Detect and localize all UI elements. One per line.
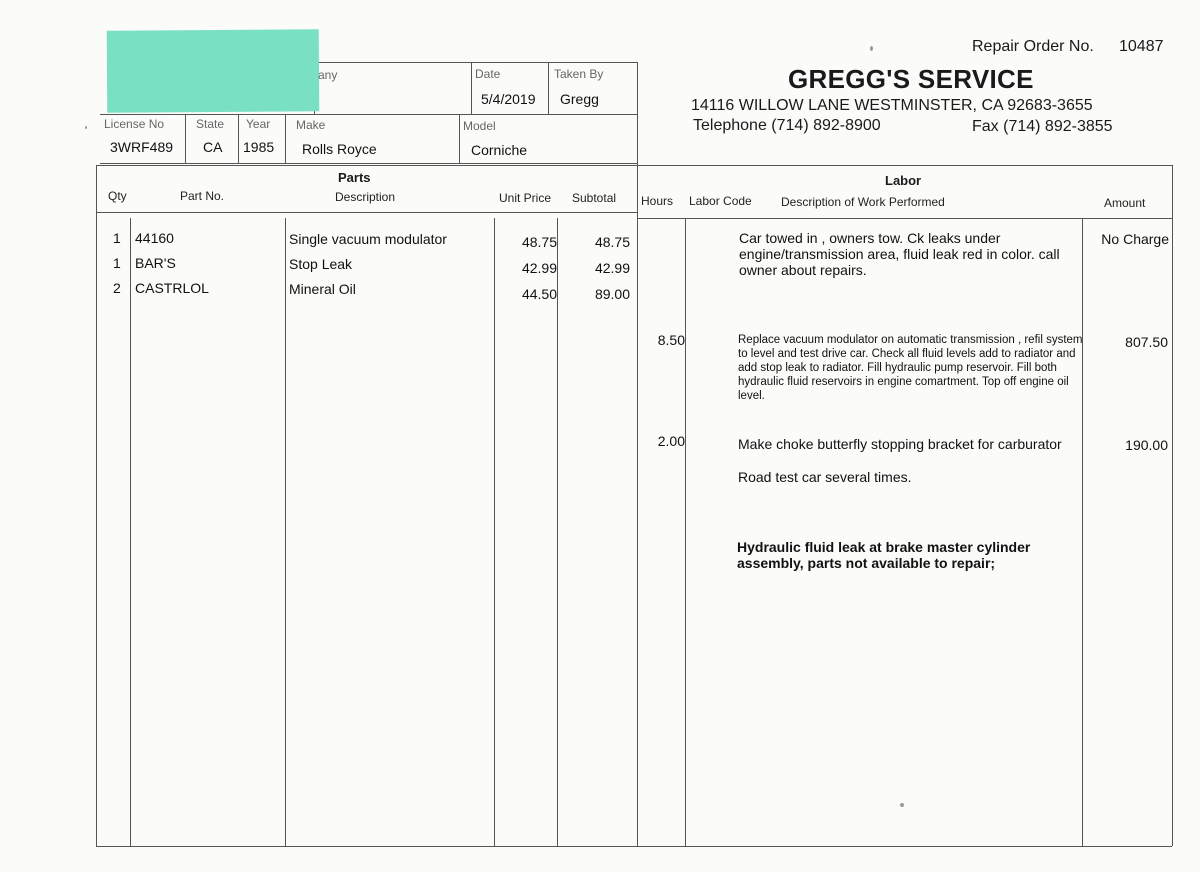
year-value: 1985 [243, 139, 275, 155]
part-description: Mineral Oil [289, 281, 356, 297]
info-divider [637, 62, 638, 165]
labor-description: Make choke butterfly stopping bracket for carburator [738, 436, 1062, 452]
info-bottom-line [100, 163, 637, 164]
license-value: 3WRF489 [110, 139, 174, 155]
labor-amount: No Charge [1101, 231, 1169, 247]
model-label: Model [463, 119, 496, 133]
labor-description: Road test car several times. [738, 469, 912, 485]
part-qty: 2 [113, 280, 121, 296]
repair-order-label: Repair Order No. [972, 38, 1094, 55]
shop-name: GREGG'S SERVICE [788, 64, 1034, 94]
table-header-line [637, 218, 1172, 219]
shop-address: 14116 WILLOW LANE WESTMINSTER, CA 92683-3655 [691, 97, 1093, 114]
model-value: Corniche [471, 142, 528, 158]
parts-col-part-no: Part No. [180, 189, 225, 203]
year-label: Year [246, 117, 271, 131]
info-divider [285, 114, 286, 164]
part-description: Single vacuum modulator [289, 231, 447, 247]
part-unit-price: 42.99 [521, 260, 557, 276]
part-description: Stop Leak [289, 256, 353, 272]
info-divider [548, 62, 549, 114]
col-divider-hours [685, 218, 686, 846]
shop-fax: Fax (714) 892-3855 [972, 118, 1113, 135]
info-divider [238, 114, 239, 164]
state-label: State [196, 117, 225, 131]
part-unit-price: 44.50 [521, 286, 557, 302]
make-value: Rolls Royce [302, 141, 377, 157]
redaction-sticker [107, 29, 320, 112]
table-left-line [96, 165, 97, 846]
labor-hours: 8.50 [657, 332, 685, 348]
company-label: any [318, 68, 338, 82]
taken-by-value: Gregg [560, 91, 599, 107]
col-divider-subtotal [637, 165, 638, 846]
license-label: License No [104, 117, 165, 131]
scan-speck [870, 46, 873, 51]
table-header-line [96, 212, 637, 213]
parts-col-qty: Qty [108, 189, 127, 203]
col-divider-unit [557, 218, 558, 846]
scan-speck [85, 126, 87, 129]
parts-col-unit-price: Unit Price [499, 191, 552, 205]
labor-title: Labor [885, 173, 922, 188]
table-top-line [96, 165, 1172, 166]
info-divider [459, 114, 460, 164]
parts-col-subtotal: Subtotal [572, 191, 617, 205]
table-right-line [1172, 165, 1173, 846]
taken-by-label: Taken By [554, 67, 604, 81]
date-label: Date [475, 67, 501, 81]
state-value: CA [203, 139, 223, 155]
part-number: 44160 [135, 230, 174, 246]
labor-col-hours: Hours [641, 194, 674, 208]
part-subtotal: 89.00 [594, 286, 630, 302]
shop-telephone: Telephone (714) 892-8900 [693, 117, 881, 134]
labor-amount: 807.50 [1125, 334, 1168, 350]
parts-title: Parts [338, 170, 371, 185]
part-qty: 1 [113, 255, 121, 271]
repair-order-number: 10487 [1119, 38, 1164, 55]
part-number: BAR'S [135, 255, 176, 271]
col-divider-desc [494, 218, 495, 846]
date-value: 5/4/2019 [481, 91, 536, 107]
parts-col-description: Description [335, 190, 396, 204]
info-top-line [300, 62, 637, 63]
col-divider-qty [130, 218, 131, 846]
info-mid-line [100, 114, 637, 115]
make-label: Make [296, 118, 326, 132]
labor-hours: 2.00 [657, 433, 685, 449]
labor-col-labor-code: Labor Code [689, 194, 752, 208]
info-divider [185, 114, 186, 164]
scan-speck [900, 803, 904, 807]
part-unit-price: 48.75 [521, 234, 557, 250]
col-divider-amount [1082, 218, 1083, 846]
part-number: CASTRLOL [135, 280, 209, 296]
table-bottom-line [96, 846, 1172, 847]
part-qty: 1 [113, 230, 121, 246]
labor-description: Hydraulic fluid leak at brake master cylinder assembly, parts not available to repair; [737, 539, 1031, 571]
part-subtotal: 48.75 [594, 234, 630, 250]
col-divider-partno [285, 218, 286, 846]
info-divider [471, 62, 472, 114]
labor-amount: 190.00 [1125, 437, 1168, 453]
labor-col-description: Description of Work Performed [781, 195, 945, 209]
labor-description: Car towed in , owners tow. Ck leaks under engine/transmission area, fluid leak red in color. call owner about repairs. [739, 230, 1060, 278]
labor-description: Replace vacuum modulator on automatic transmission , refil system to level and test drive car. Check all fluid levels add to radiator and add stop leak to radiator. Fill hydraulic pump reservoir. Fill both hydraulic fluid reservoirs in engine comartment. Top off engine oil level. [738, 334, 1083, 402]
part-subtotal: 42.99 [594, 260, 630, 276]
labor-col-amount: Amount [1104, 196, 1146, 210]
